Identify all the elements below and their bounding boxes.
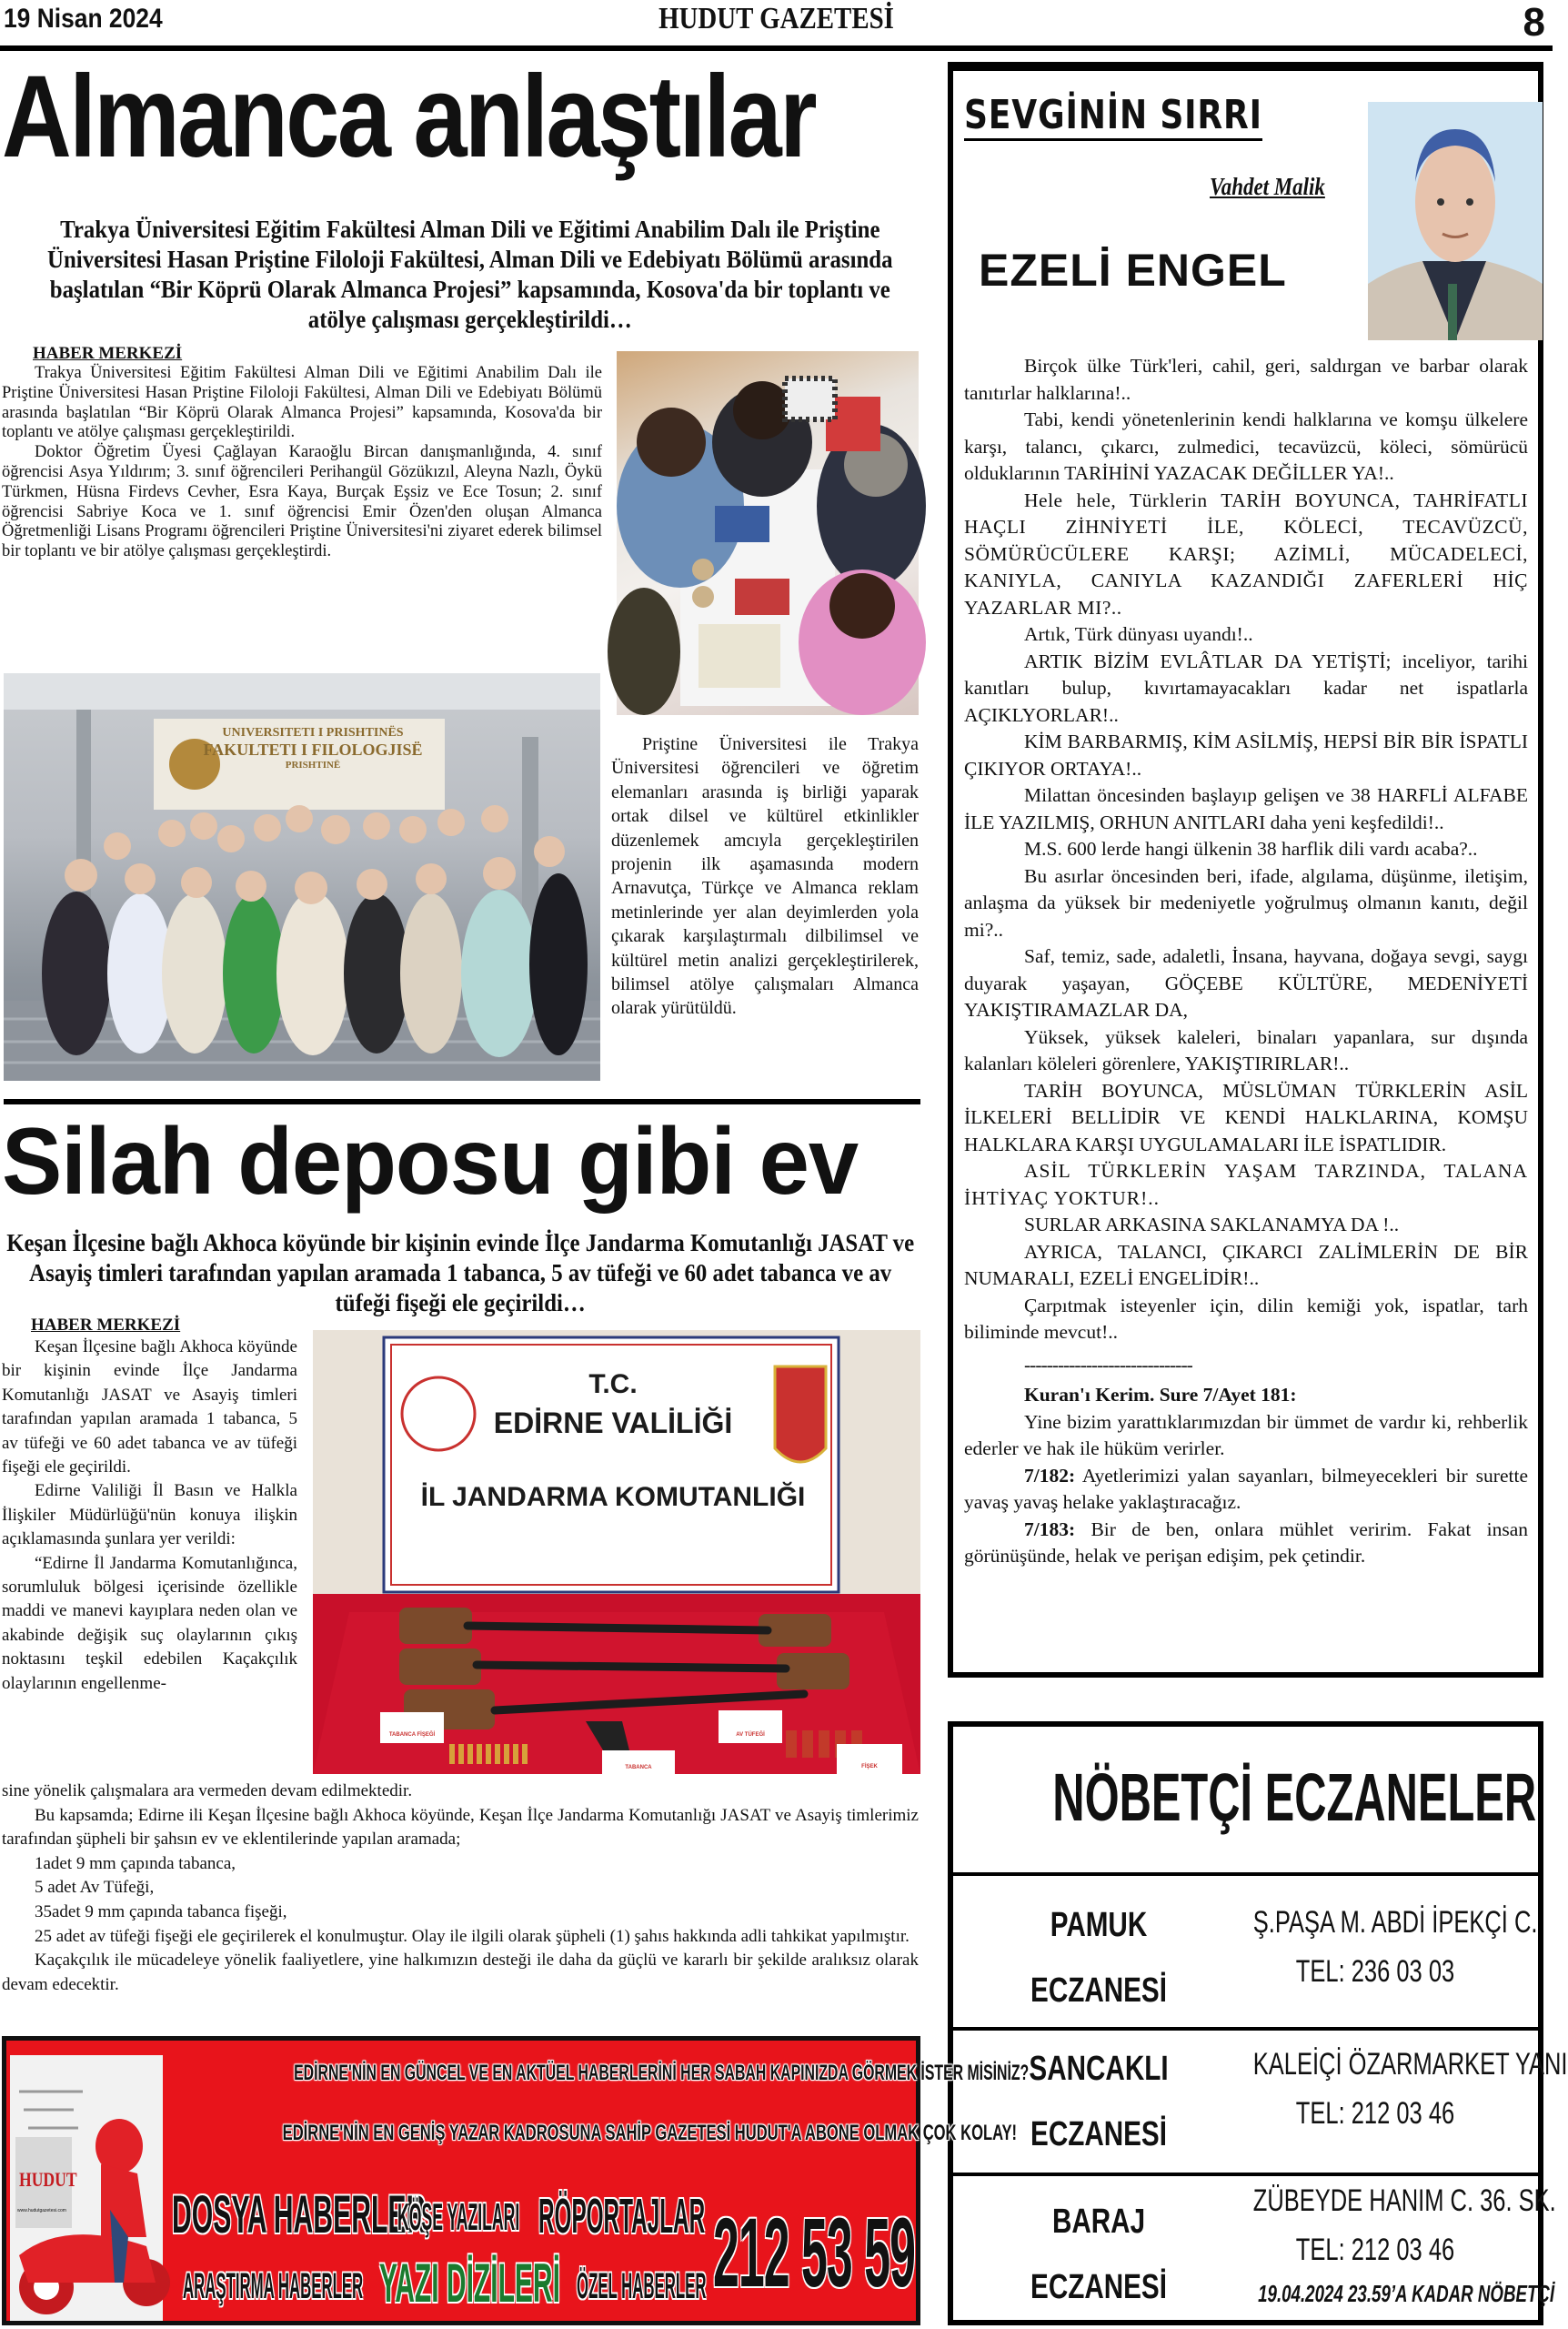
header-rule [0, 45, 1553, 51]
column-title: EZELİ ENGEL [979, 245, 1287, 296]
column-paragraph: Tabi, kendi yönetenlerinin kendi halklarına ve komşu ülkelere karşı, talancı, çıkarcı, zulmedici, tecavüzcü, köleci, sömürücü olduklarının TARİHİNİ YAZACAK DEĞİLLER YA!.. [964, 408, 1528, 484]
quran-verse-182 [964, 1463, 1528, 1517]
advert-ozel: ÖZEL HABERLER [577, 2266, 707, 2306]
advert-roportaj: RÖPORTAJLAR [538, 2189, 706, 2243]
column-paragraph: Yüksek, yüksek kaleleri, binaları yapanlara, sur dışında kalanları köleleri görenlere, YAKIŞTIRIRLAR!.. [964, 1025, 1528, 1074]
group-photo-sign [190, 726, 436, 771]
article1-byline: HABER MERKEZİ [33, 344, 183, 363]
article2-headline: Silah deposu gibi ev [2, 1109, 859, 1215]
article2-paragraph: Bu kapsamda; Edirne ili Keşan İlçesine bağlı Akhoca köyünde, Keşan İlçe Jandarma Komutanlığı JASAT ve Asayiş timlerimiz tarafından şüpheli bir şahsın ev ve eklentilerinde yapılan aramada; [2, 1805, 919, 1850]
column-paragraph: KİM BARBARMIŞ, KİM ASİLMİŞ, HEPSİ BİR BİR İSPATLI ÇIKIYOR ORTAYA!.. [964, 731, 1528, 780]
page-number: 8 [1523, 0, 1545, 45]
pharmacy-name-line: SANCAKLI [1029, 2050, 1169, 2088]
sign-line: T.C. [588, 1369, 638, 1399]
pharmacy-name [1013, 2036, 1183, 2167]
advert-dosya: DOSYA HABERLER [172, 2185, 427, 2244]
article2-byline: HABER MERKEZİ [31, 1316, 181, 1335]
column-paragraph: Birçok ülke Türk'leri, cahil, geri, saldırgan ve barbar olarak tanıtırlar halklarına!.. [964, 355, 1528, 404]
pharmacy-name-line: ECZANESİ [1030, 2268, 1167, 2306]
article2-paragraph: Edirne Valiliği İl Basın ve Halkla İlişkiler Müdürlüğü'nün konuya ilişkin açıklamasında şunlara yer verildi: [2, 1481, 297, 1549]
article1-headline: Almanca anlaştılar [2, 52, 816, 182]
pharmacy-phone: TEL: 212 03 46 [1295, 2233, 1455, 2267]
quran-heading: Kuran'ı Kerim. Sure 7/Ayet 181: [1024, 1384, 1297, 1406]
sign-line: PRISHTINË [285, 760, 341, 771]
article1-side-paragraph: Priştine Üniversitesi ile Trakya Üniversitesi öğrencileri ve öğretim elemanları arasında iş birliği yaparak ortak dilsel ve kültürel etkinlikler düzenlemek amcıyla gerçekleştirilen projenin ilk aşamasında modern Arnavutça, Türkçe ve Almanca reklam metinlerinde yer alan deyimlerden yola çıkarak karşılaştırmalı dilbilimsel ve kültürel metin analizi gerçekleştirilerek, bilimsel atölye çalışmaları Almanca olarak yürütüldü. [611, 734, 919, 1019]
article1-side-text [611, 732, 919, 1021]
advert-arastirma: ARAŞTIRMA HABERLER [183, 2266, 364, 2306]
column-paragraph: M.S. 600 lerde hangi ülkenin 38 harflik dili vardı acaba?.. [1024, 838, 1478, 860]
column-paragraph: ASİL TÜRKLERİN YAŞAM TARZINDA, TALANA İHTİYAÇ YOKTUR!.. [964, 1160, 1528, 1209]
duty-note: 19.04.2024 23.59’A KADAR NÖBETÇİ [1258, 2280, 1555, 2307]
hudut-logo-url: www.hudutgazetesi.com [17, 2208, 66, 2213]
pharmacy-name-line: BARAJ [1051, 2203, 1146, 2241]
column-paragraph: Artık, Türk dünyası uyandı!.. [1024, 623, 1253, 645]
column-series: SEVGİNİN SIRRI [964, 93, 1262, 141]
pharmacy-row [953, 2027, 1568, 2176]
article2-deck: Keşan İlçesine bağlı Akhoca köyünde bir kişinin evinde İlçe Jandarma Komutanlığı JASAT ve Asayiş timleri tarafından yapılan aramada 1 tabanca, 5 av tüfeği ve 60 adet tabanca ve av tüfeği fişeği ele geçirildi… [6, 1229, 915, 1316]
workshop-photo [617, 351, 919, 715]
column-separator: ------------------------------ [1024, 1353, 1192, 1376]
seized-weapons-photo [313, 1330, 920, 1774]
article2-wide-body [2, 1780, 919, 1997]
column-paragraph: Bu asırlar öncesinden beri, ifade, algılama, düşünme, iletişim, anlaşma da yüksek bir medeniyetle yoğrulmuş olmanın kanıtı, değil mi?.. [964, 864, 1528, 941]
workshop-photo-illustration [617, 351, 919, 715]
sign-line: UNIVERSITETI I PRISHTINËS [222, 726, 404, 740]
hudut-logo: HUDUT [19, 2168, 77, 2191]
advert-line-2: EDİRNE'NİN EN GENİŞ YAZAR KADROSUNA SAHİP GAZETESİ HUDUT'A ABONE OLMAK ÇOK KOLAY! [282, 2121, 1018, 2145]
quran-verse-181: Yine bizim yarattıklarımızdan bir ümmet de vardır ki, rehberlik ederler ve hak ile hüküm verirler. [964, 1410, 1528, 1459]
pharmacies-box [948, 1721, 1568, 2325]
pharmacies-title: NÖBETÇİ ECZANELER [1052, 1759, 1537, 1835]
group-photo [4, 673, 600, 1081]
quran-verse-183 [964, 1517, 1528, 1570]
pharmacy-name [1013, 1892, 1183, 2023]
pharmacy-row [953, 1872, 1538, 2031]
sign-line: FAKULTETI I FILOLOGJISË [203, 741, 423, 759]
advert-yazi-dizileri: YAZI DİZİLERİ [379, 2253, 560, 2314]
pharmacy-row [953, 2173, 1556, 2322]
pharmacy-name [1013, 2189, 1183, 2320]
column-body [964, 353, 1528, 1570]
article2-paragraph: 25 adet av tüfeği fişeği ele geçirilerek el konulmuştur. Olay ile ilgili olarak şüpheli (1) şahıs hakkında adli tahkikat yapılmıştır. [35, 1926, 910, 1946]
pharmacy-address [1252, 1898, 1538, 1996]
article1-paragraph: Trakya Üniversitesi Eğitim Fakültesi Alman Dili ve Eğitimi Anabilim Dalı ile Priştine Üniversitesi Hasan Priştine Filoloji Fakültesi, Alman Dili ve Edebiyatı Bölümü arasında başlatılan “Bir Köprü Olarak Almanca Projesi” kapsamında, Kosova'da bir toplantı ve atölye çalışması gerçekleştirildi. [2, 364, 602, 442]
pharmacy-name-line: ECZANESİ [1030, 1971, 1167, 2010]
sign-line: İL JANDARMA KOMUTANLIĞI [420, 1482, 806, 1512]
label-card: AV TÜFEĞİ [719, 1710, 782, 1743]
label-card: FİŞEK [837, 1744, 902, 1774]
column-paragraph: Çarpıtmak isteyenler için, dilin kemiği yok, ispatlar, tarh biliminde mevcut!.. [964, 1294, 1528, 1343]
advert-kose: KÖŞE YAZILARI [397, 2195, 520, 2238]
author-portrait [1368, 102, 1543, 340]
opinion-column [948, 62, 1543, 1678]
pharmacy-address [1252, 2040, 1568, 2138]
label-card: TABANCA FİŞEĞİ [380, 1712, 444, 1743]
weapons-photo-sign [422, 1366, 804, 1516]
pharmacy-address-line: KALEİÇİ ÖZARMARKET YANI [1252, 2047, 1568, 2082]
article2-paragraph: Kaçakçılık ile mücadeleye yönelik faaliyetlere, yine halkımızın desteği ile daha da güçlü ve kararlı bir şekilde aralıksız olarak devam edecektir. [2, 1951, 919, 1994]
sign-line: EDİRNE VALİLİĞİ [493, 1406, 733, 1439]
author-photo [1368, 102, 1543, 340]
pharmacy-address-line: ZÜBEYDE HANIM C. 36. SK. [1252, 2183, 1556, 2218]
pharmacy-phone: TEL: 236 03 03 [1295, 1954, 1455, 1989]
pharmacy-address [1252, 2176, 1556, 2274]
verse-label: 7/182: [1024, 1464, 1076, 1487]
article2-paragraph: sine yönelik çalışmalara ara vermeden devam edilmektedir. [2, 1781, 413, 1800]
label-card: TABANCA [602, 1750, 675, 1774]
column-paragraph: Saf, temiz, sade, adaletli, İnsana, hayvana, doğaya sevgi, saygı duyarak yaşayan, GÖÇEBE KÜLTÜRE, MEDENİYETİ YAKIŞTIRAMAZLAR DA, [964, 945, 1528, 1021]
column-paragraph: AYRICA, TALANCI, ÇIKARCI ZALİMLERİN DE BİR NUMARALI, EZELİ ENGELİDİR!.. [964, 1240, 1528, 1289]
column-author: Vahdet Malik [1210, 173, 1325, 200]
column-paragraph: Hele hele, Türklerin TARİH BOYUNCA, TAHRİFATLI HAÇLI ZİHNİYETİ İLE, KÖLECİ, TECAVÜZCÜ, SÖMÜRÜCÜLERE KARŞI; AZİMLİ, MÜCADELECİ, KANIYLA, CANIYLA KAZANDIĞI ZAFERLERİ HİÇ YAZARLAR MI?.. [964, 489, 1528, 619]
verse-label: 7/183: [1024, 1517, 1076, 1540]
column-paragraph: SURLAR ARKASINA SAKLANAMYA DA !.. [1024, 1214, 1400, 1235]
advert-line-1: EDİRNE'NİN EN GÜNCEL VE EN AKTÜEL HABERLERİNİ HER SABAH KAPINIZDA GÖRMEK İSTER MİSİNİZ? [294, 2061, 1030, 2085]
article2-paragraph: 35adet 9 mm çapında tabanca fişeği, [35, 1901, 287, 1921]
newspaper-name: HUDUT GAZETESİ [658, 2, 894, 35]
verse-text: Bir de ben, onlara mühlet veririm. Fakat insan görünüşünde, helak ve perişan edişim, pek çetindir. [964, 1517, 1528, 1567]
article2-paragraph: 1adet 9 mm çapında tabanca, [35, 1853, 236, 1873]
pharmacy-address-line: Ş.PAŞA M. ABDİ İPEKÇİ C. [1252, 1905, 1538, 1940]
article2-narrow-body [2, 1336, 297, 1696]
advert-phone[interactable]: 212 53 59 [713, 2197, 915, 2307]
article1-deck: Trakya Üniversitesi Eğitim Fakültesi Alman Dili ve Eğitimi Anabilim Dalı ile Priştine Üniversitesi Hasan Priştine Filoloji Fakültesi, Alman Dili ve Edebiyatı Bölümü arasında başlatılan “Bir Köprü Olarak Almanca Projesi” kapsamında, Kosova'da bir toplantı ve atölye çalışması gerçekleştirildi… [47, 216, 893, 333]
issue-date: 19 Nisan 2024 [4, 4, 163, 34]
article1-body [2, 364, 602, 562]
subscription-advert[interactable] [2, 2036, 1030, 2325]
pharmacy-name-line: PAMUK [1050, 1906, 1148, 1944]
article2-paragraph: 5 adet Av Tüfeği, [35, 1878, 155, 1898]
column-paragraph: Milattan öncesinden başlayıp gelişen ve 38 HARFLİ ALFABE İLE YAZILMIŞ, ORHUN ANITLARI daha yeni keşfedildi!.. [964, 784, 1528, 833]
article2-paragraph: Keşan İlçesine bağlı Akhoca köyünde bir kişinin evinde İlçe Jandarma Komutanlığı JASAT ve Asayiş timleri tarafından yapılan aramada 1 tabanca, 5 av tüfeği ve 60 adet tabanca ve av tüfeği fişeği ele geçirildi. [2, 1337, 297, 1477]
article1-paragraph: Doktor Öğretim Üyesi Çağlayan Karaoğlu Bircan danışmanlığında, 4. sınıf öğrencisi Asya Yıldırım; 3. sınıf öğrencileri Perihangül Gözükızıl, Aleyna Nazlı, Öykü Türkmen, Hüsna Firdevs Cevher, Esra Kaya, Burçak Eşsiz ve Ece Tosun; 2. sınıf öğrencisi Sabriye Koca ve 1. sınıf öğrencisi Emir Özen'den oluşan Almanca Öğretmenliği Lisans Programı öğrencileri Priştine Üniversitesi'ni ziyaret ederek bilimsel bir toplantı ve bir atölye çalışması gerçekleştirdi. [2, 443, 602, 561]
article2-paragraph: “Edirne İl Jandarma Komutanlığınca, sorumluluk bölgesi içerisinde özellikle maddi ve manevi kayıplara neden olan ve akabinde değişik suç olaylarının çıkış noktasını teşkil edebilen Kaçakçılık olaylarının engellenme- [2, 1553, 297, 1693]
column-paragraph: TARİH BOYUNCA, MÜSLÜMAN TÜRKLERİN ASİL İLKELERİ BELLİDİR VE KENDİ HALKLARINA, KOMŞU HALKLARA KARŞI UYGULAMALARI İLE İSPATLIDIR. [964, 1079, 1528, 1155]
delivery-scooter-illustration [10, 2055, 163, 2321]
verse-text: Ayetlerimizi yalan sayanları, bilmeyecekleri bir surette yavaş yavaş helake yaklaştıracağız. [964, 1464, 1528, 1513]
section-divider [4, 1099, 920, 1104]
pharmacy-name-line: ECZANESİ [1030, 2115, 1167, 2153]
column-paragraph: ARTIK BİZİM EVLÂTLAR DA YETİŞTİ; inceliyor, tarihi kanıtları bulup, kıvırtamayacakları kadar net ispatlarla AÇIKLYORLAR!.. [964, 650, 1528, 726]
pharmacy-phone: TEL: 212 03 46 [1295, 2096, 1455, 2131]
